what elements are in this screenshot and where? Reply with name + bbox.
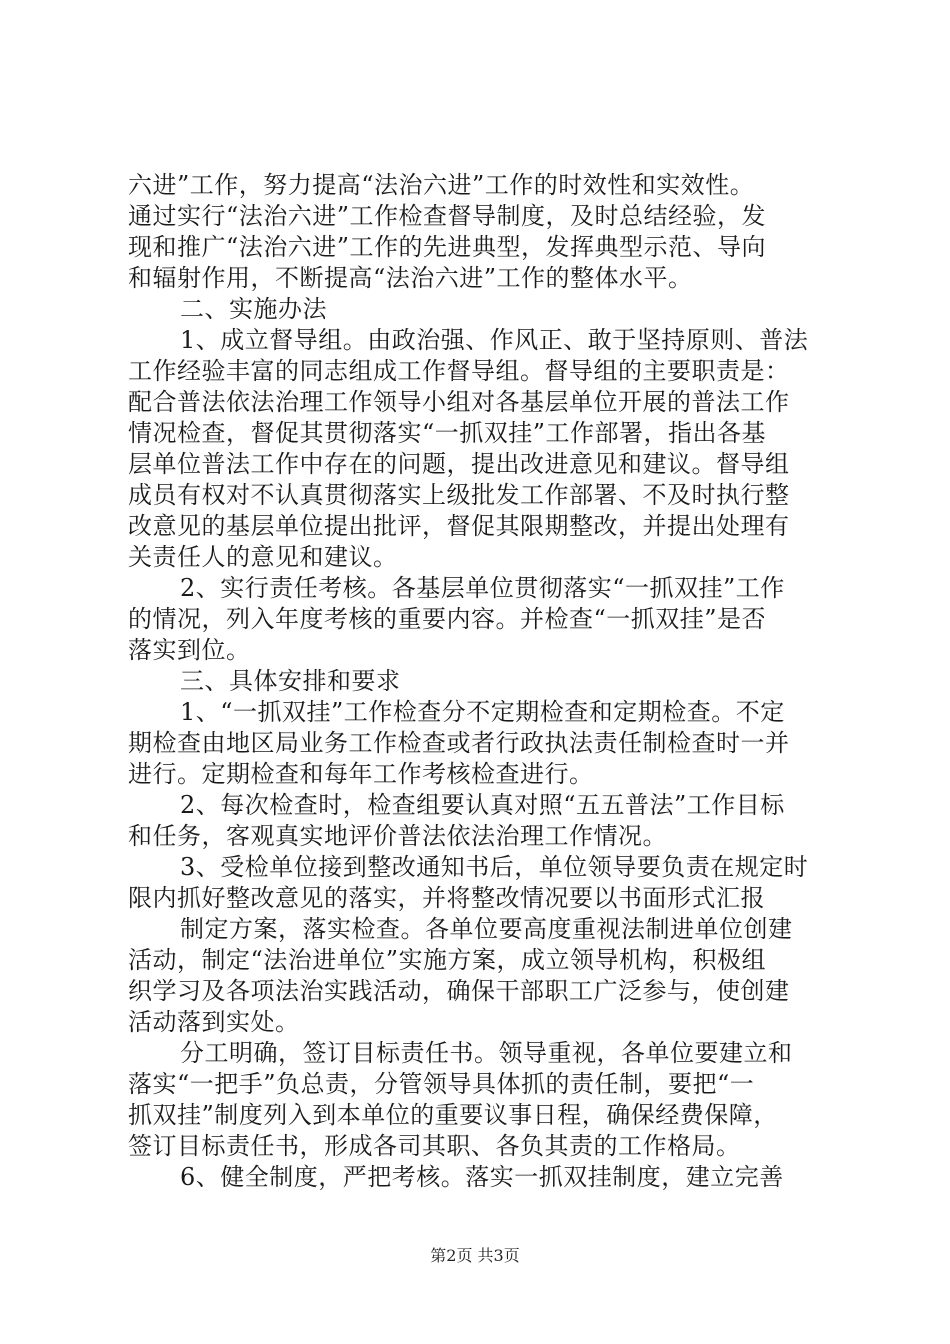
text-line: 和辐射作用，不断提高“法治六进”工作的整体水平。 xyxy=(128,264,693,292)
document-body xyxy=(128,170,834,1193)
text-line: 落实到位。 xyxy=(128,636,251,664)
text-line: 通过实行“法治六进”工作检查督导制度，及时总结经验，发 xyxy=(128,202,767,230)
text-line: 活动，制定“法治进单位”实施方案，成立领导机构，积极组 xyxy=(128,946,767,974)
text-line: 2、实行责任考核。各基层单位贯彻落实“一抓双挂”工作 xyxy=(180,574,785,602)
text-line: 落实“一把手”负总责，分管领导具体抓的责任制，要把“一 xyxy=(128,1070,755,1098)
text-line: 情况检查，督促其贯彻落实“一抓双挂”工作部署，指出各基 xyxy=(128,419,767,447)
text-line: 关责任人的意见和建议。 xyxy=(128,543,398,571)
text-line: 活动落到实处。 xyxy=(128,1008,300,1036)
text-line: 成员有权对不认真贯彻落实上级批发工作部署、不及时执行整 xyxy=(128,481,790,509)
text-line: 三、具体安排和要求 xyxy=(180,667,401,695)
text-line: 织学习及各项法治实践活动，确保干部职工广泛参与，使创建 xyxy=(128,977,790,1005)
text-line: 3、受检单位接到整改通知书后，单位领导要负责在规定时 xyxy=(180,853,809,881)
text-line: 2、每次检查时，检查组要认真对照“五五普法”工作目标 xyxy=(180,791,785,819)
text-line: 分工明确，签订目标责任书。领导重视，各单位要建立和 xyxy=(180,1039,793,1067)
text-line: 配合普法依法治理工作领导小组对各基层单位开展的普法工作 xyxy=(128,388,790,416)
text-line: 1、“一抓双挂”工作检查分不定期检查和定期检查。不定 xyxy=(180,698,785,726)
text-line: 和任务，客观真实地评价普法依法治理工作情况。 xyxy=(128,822,667,850)
page-footer: 第2页 共3页 xyxy=(430,1246,520,1265)
text-line: 层单位普法工作中存在的问题，提出改进意见和建议。督导组 xyxy=(128,450,790,478)
text-line: 的情况，列入年度考核的重要内容。并检查“一抓双挂”是否 xyxy=(128,605,767,633)
text-line: 签订目标责任书，形成各司其职、各负其责的工作格局。 xyxy=(128,1132,741,1160)
text-line: 进行。定期检查和每年工作考核检查进行。 xyxy=(128,760,594,788)
text-line: 抓双挂”制度列入到本单位的重要议事日程，确保经费保障， xyxy=(128,1101,778,1129)
text-line: 期检查由地区局业务工作检查或者行政执法责任制检查时一并 xyxy=(128,729,790,757)
text-line: 二、实施办法 xyxy=(180,295,327,323)
text-line: 限内抓好整改意见的落实，并将整改情况要以书面形式汇报 xyxy=(128,884,765,912)
text-line: 6、健全制度，严把考核。落实一抓双挂制度，建立完善 xyxy=(180,1163,784,1191)
text-line: 工作经验丰富的同志组成工作督导组。督导组的主要职责是： xyxy=(128,357,790,385)
text-line: 现和推广“法治六进”工作的先进典型，发挥典型示范、导向 xyxy=(128,233,767,261)
text-line: 六进”工作，努力提高“法治六进”工作的时效性和实效性。 xyxy=(128,171,755,199)
text-line: 改意见的基层单位提出批评，督促其限期整改，并提出处理有 xyxy=(128,512,790,540)
text-line: 制定方案，落实检查。各单位要高度重视法制进单位创建 xyxy=(180,915,793,943)
text-line: 1、成立督导组。由政治强、作风正、敢于坚持原则、普法 xyxy=(180,326,809,354)
